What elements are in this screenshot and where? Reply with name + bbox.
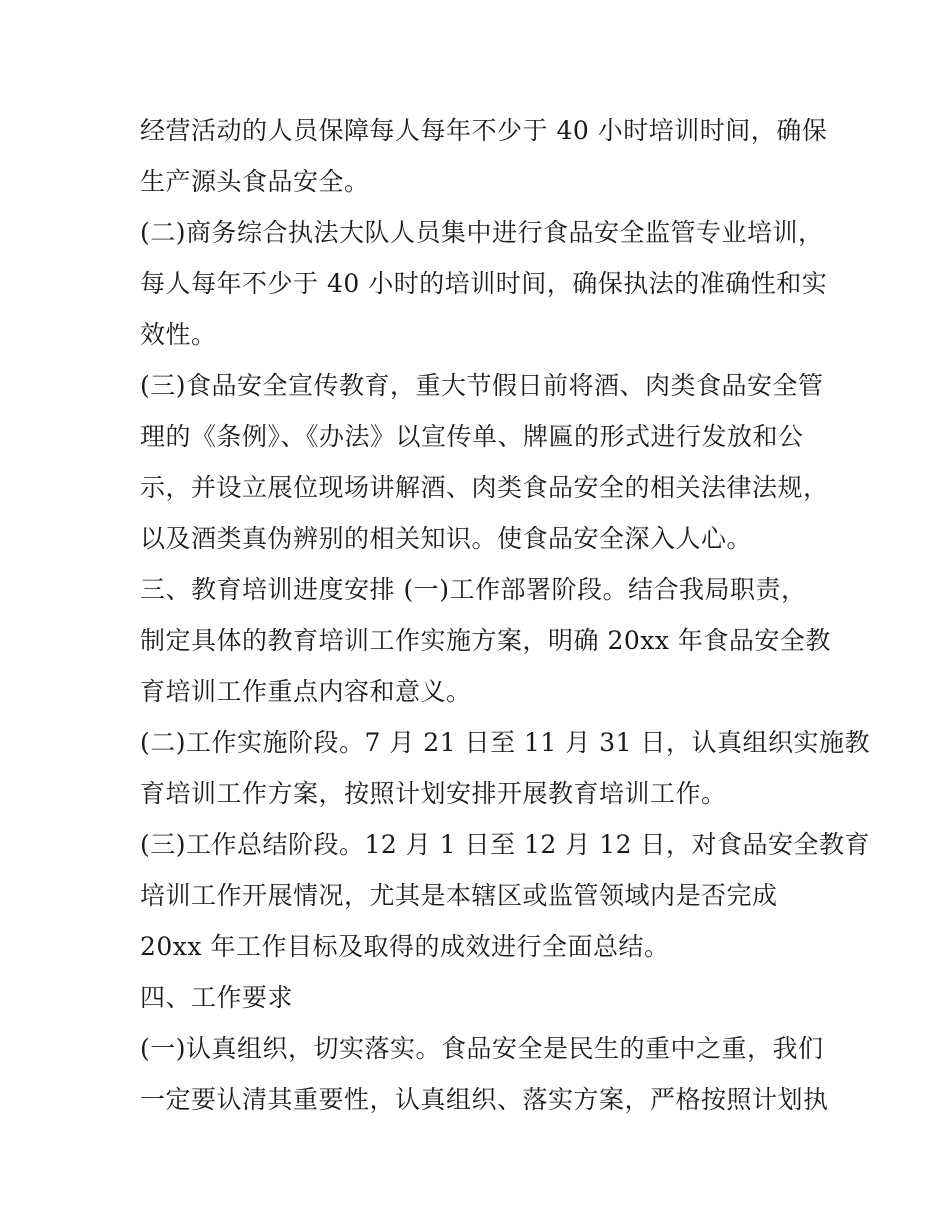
text-line: 培训工作开展情况，尤其是本辖区或监管领域内是否完成 <box>140 881 778 910</box>
text-line: 生产源头食品安全。 <box>140 167 370 196</box>
document-body <box>140 105 870 1125</box>
text-line: 四、工作要求 <box>140 983 294 1012</box>
text-line: 经营活动的人员保障每人每年不少于 40 小时培训时间，确保 <box>140 116 828 145</box>
text-line: 三、教育培训进度安排 (一)工作部署阶段。结合我局职责， <box>140 575 807 604</box>
text-line: 育培训工作方案，按照计划安排开展教育培训工作。 <box>140 779 727 808</box>
text-line: 育培训工作重点内容和意义。 <box>140 677 472 706</box>
text-line: (一)认真组织，切实落实。食品安全是民生的重中之重，我们 <box>140 1034 824 1063</box>
text-line: 效性。 <box>140 320 217 349</box>
text-line: 示，并设立展位现场讲解酒、肉类食品安全的相关法律法规， <box>140 473 829 502</box>
text-line: 20xx 年工作目标及取得的成效进行全面总结。 <box>140 932 670 961</box>
text-line: 以及酒类真伪辨别的相关知识。使食品安全深入人心。 <box>140 524 753 553</box>
text-line: 每人每年不少于 40 小时的培训时间，确保执法的准确性和实 <box>140 269 828 298</box>
text-line: (三)食品安全宣传教育，重大节假日前将酒、肉类食品安全管 <box>140 371 824 400</box>
text-line: (三)工作总结阶段。12 月 1 日至 12 月 12 日，对食品安全教育 <box>140 830 870 859</box>
text-line: 理的《条例》、《办法》以宣传单、牌匾的形式进行发放和公 <box>140 422 804 451</box>
text-line: (二)工作实施阶段。7 月 21 日至 11 月 31 日，认真组织实施教 <box>140 728 870 757</box>
text-line: 一定要认清其重要性，认真组织、落实方案，严格按照计划执 <box>140 1085 829 1114</box>
text-line: (二)商务综合执法大队人员集中进行食品安全监管专业培训， <box>140 218 824 247</box>
text-line: 制定具体的教育培训工作实施方案，明确 20xx 年食品安全教 <box>140 626 831 655</box>
